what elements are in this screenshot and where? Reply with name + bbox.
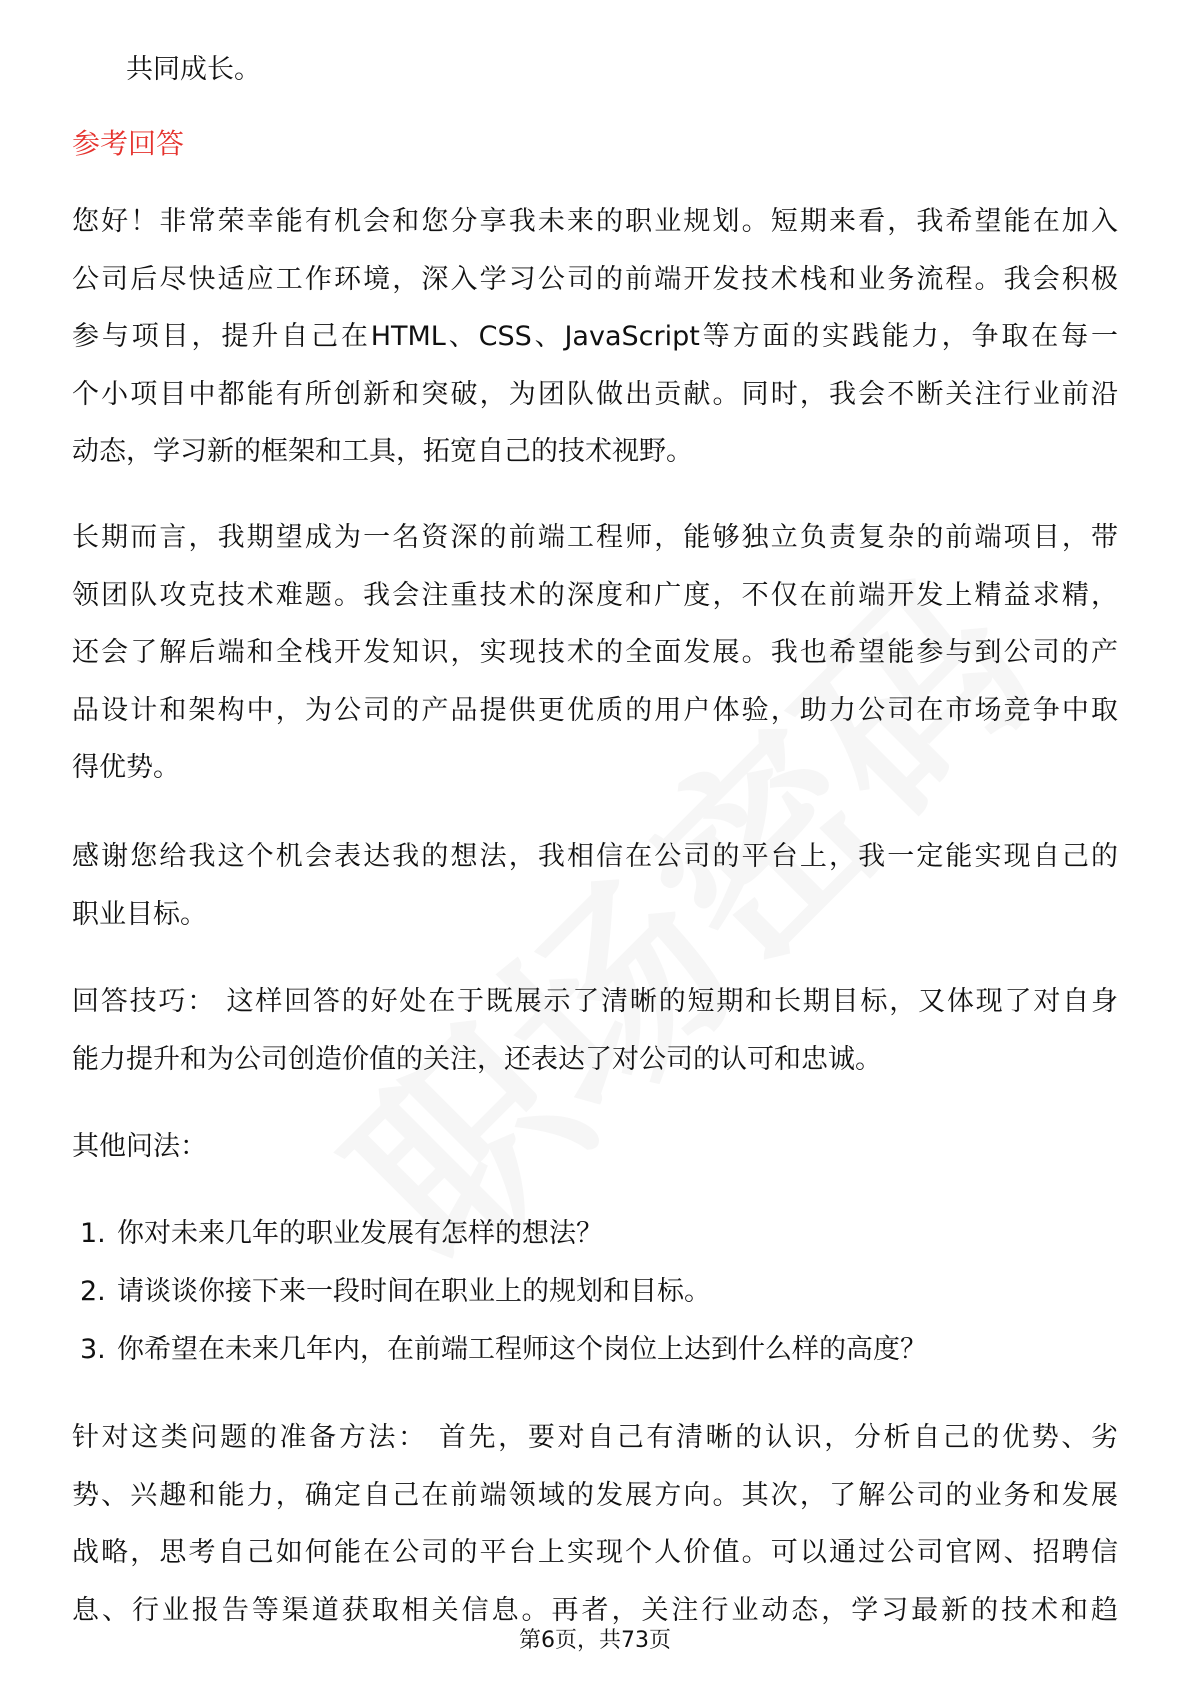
- heading-text: 参考回答: [72, 127, 185, 160]
- text-line: 领团队攻克技术难题。我会注重技术的深度和广度，不仅在前端开发上精益求精，: [72, 579, 1118, 611]
- text-line: 公司后尽快适应工作环境，深入学习公司的前端开发技术栈和业务流程。我会积极: [72, 263, 1118, 295]
- text-line: 动态，学习新的框架和工具，拓宽自己的技术视野。: [72, 436, 693, 467]
- list-text: 你希望在未来几年内，在前端工程师这个岗位上达到什么样的高度？: [117, 1334, 927, 1365]
- list-number: 1.: [80, 1218, 106, 1249]
- text-line: 职业目标。: [72, 898, 207, 930]
- label-text: 其他问法：: [72, 1131, 207, 1162]
- text-line: 感谢您给我这个机会表达我的想法，我相信在公司的平台上，我一定能实现自己的: [72, 841, 1118, 872]
- text-line: 共同成长。: [126, 54, 261, 85]
- list-number: 3.: [80, 1334, 106, 1365]
- text-line: 参与项目，提升自己在HTML、CSS、JavaScript等方面的实践能力，争取在每一: [72, 321, 1118, 352]
- list-item: [80, 1321, 927, 1379]
- text-line: 长期而言，我期望成为一名资深的前端工程师，能够独立负责复杂的前端项目，带: [72, 522, 1118, 553]
- page-number-footer: 第6页，共73页: [519, 1628, 671, 1653]
- text-line: 能力提升和为公司创造价值的关注，还表达了对公司的认可和忠诚。: [72, 1043, 882, 1075]
- list-item: [80, 1205, 603, 1263]
- list-text: 请谈谈你接下来一段时间在职业上的规划和目标。: [117, 1276, 711, 1307]
- preparation-paragraph: [72, 1409, 1118, 1639]
- text-line: 得优势。: [72, 752, 180, 783]
- text-line: 您好！非常荣幸能有机会和您分享我未来的职业规划。短期来看，我希望能在加入: [72, 206, 1118, 237]
- answer-paragraph-3: [72, 828, 1118, 943]
- other-questions-label: [72, 1118, 1118, 1176]
- text-line: 战略，思考自己如何能在公司的平台上实现个人价值。可以通过公司官网、招聘信: [72, 1537, 1118, 1568]
- answer-paragraph-2: [72, 509, 1118, 797]
- list-text: 你对未来几年的职业发展有怎样的想法？: [117, 1218, 603, 1249]
- text-line: 还会了解后端和全栈开发知识，实现技术的全面发展。我也希望能参与到公司的产: [72, 637, 1118, 668]
- list-number: 2.: [80, 1276, 106, 1307]
- section-heading: [72, 115, 1118, 173]
- text-line: 针对这类问题的准备方法： 首先，要对自己有清晰的认识，分析自己的优势、劣: [72, 1422, 1118, 1453]
- intro-tail: [126, 41, 261, 99]
- list-item: [80, 1263, 711, 1321]
- text-line: 息、行业报告等渠道获取相关信息。再者，关注行业动态，学习最新的技术和趋: [72, 1594, 1118, 1626]
- answer-tips: [72, 973, 1118, 1088]
- text-line: 品设计和架构中，为公司的产品提供更优质的用户体验，助力公司在市场竞争中取: [72, 694, 1118, 726]
- text-line: 回答技巧： 这样回答的好处在于既展示了清晰的短期和长期目标，又体现了对自身: [72, 986, 1118, 1017]
- answer-paragraph-1: [72, 193, 1118, 481]
- text-line: 个小项目中都能有所创新和突破，为团队做出贡献。同时，我会不断关注行业前沿: [72, 378, 1118, 410]
- text-line: 势、兴趣和能力，确定自己在前端领域的发展方向。其次，了解公司的业务和发展: [72, 1479, 1118, 1511]
